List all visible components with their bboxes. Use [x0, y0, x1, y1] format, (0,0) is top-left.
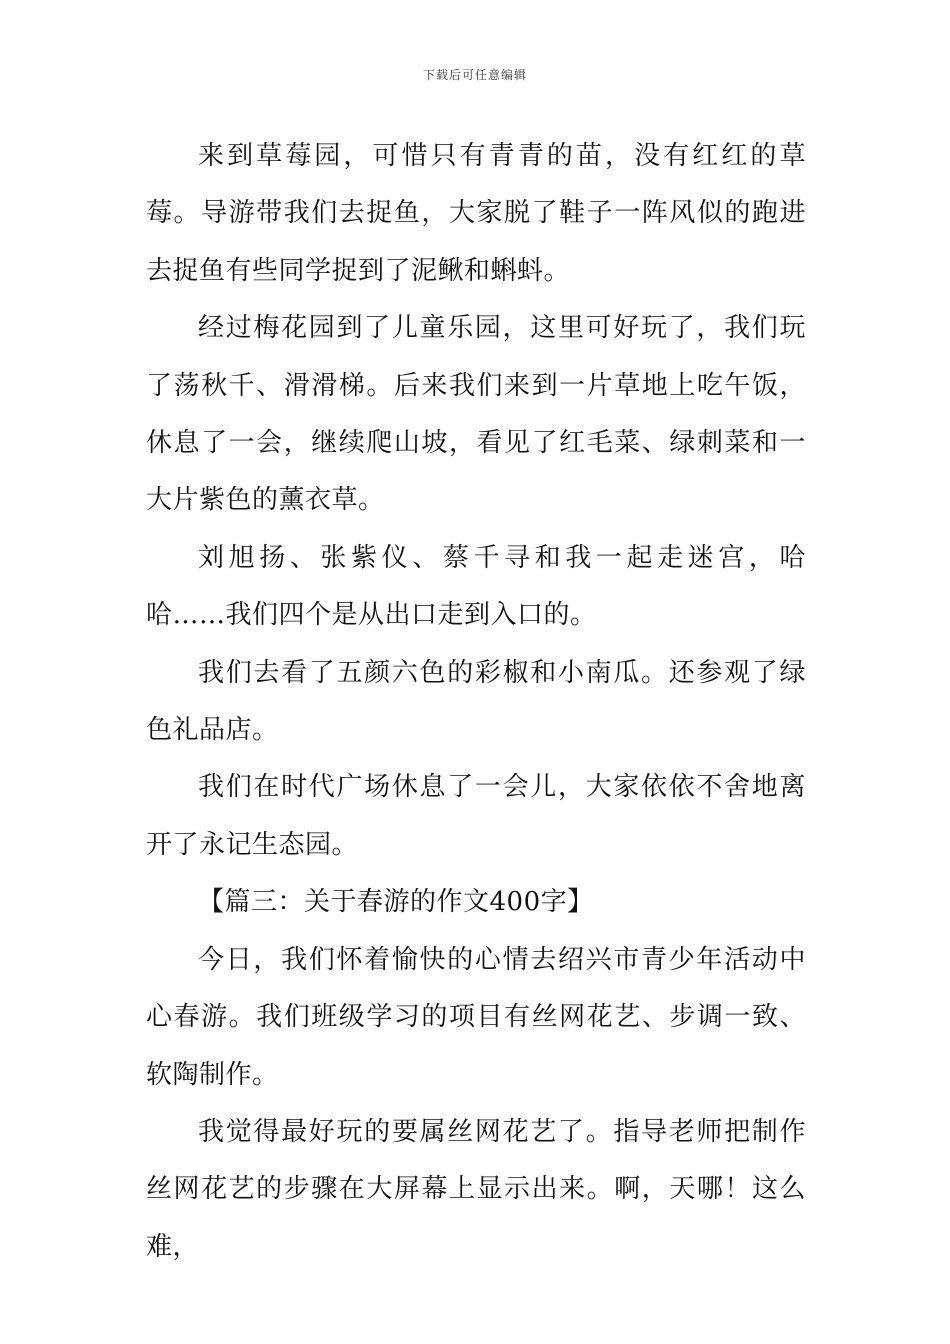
- document-body: [146, 128, 806, 1276]
- page-header-note: 下载后可任意编辑: [422, 68, 527, 82]
- paragraph-childrens-park: 经过梅花园到了儿童乐园，这里可好玩了，我们玩了荡秋千、滑滑梯。后来我们来到一片草地上吃午饭，休息了一会，继续爬山坡，看见了红毛菜、绿刺菜和一大片紫色的薰衣草。: [146, 313, 806, 516]
- paragraph-peppers: 我们去看了五颜六色的彩椒和小南瓜。还参观了绿色礼品店。: [146, 657, 806, 746]
- paragraph-spring-outing: 今日，我们怀着愉快的心情去绍兴市青少年活动中心春游。我们班级学习的项目有丝网花艺、步调一致、软陶制作。: [146, 944, 806, 1090]
- paragraph-leaving: 我们在时代广场休息了一会儿，大家依依不舍地离开了永记生态园。: [146, 772, 806, 860]
- section-heading: 【篇三：关于春游的作文400字】: [198, 887, 594, 918]
- paragraph-silk-flowers: 我觉得最好玩的要属丝网花艺了。指导老师把制作丝网花艺的步骤在大屏幕上显示出来。啊，天哪！这么难，: [146, 1116, 806, 1262]
- paragraph-maze: 刘旭扬、张紫仪、蔡千寻和我一起走迷宫，哈哈……我们四个是从出口走到入口的。: [146, 542, 806, 631]
- paragraph-strawberry-garden: 来到草莓园，可惜只有青青的苗，没有红红的草莓。导游带我们去捉鱼，大家脱了鞋子一阵风似的跑进去捉鱼有些同学捉到了泥鳅和蝌蚪。: [146, 141, 806, 286]
